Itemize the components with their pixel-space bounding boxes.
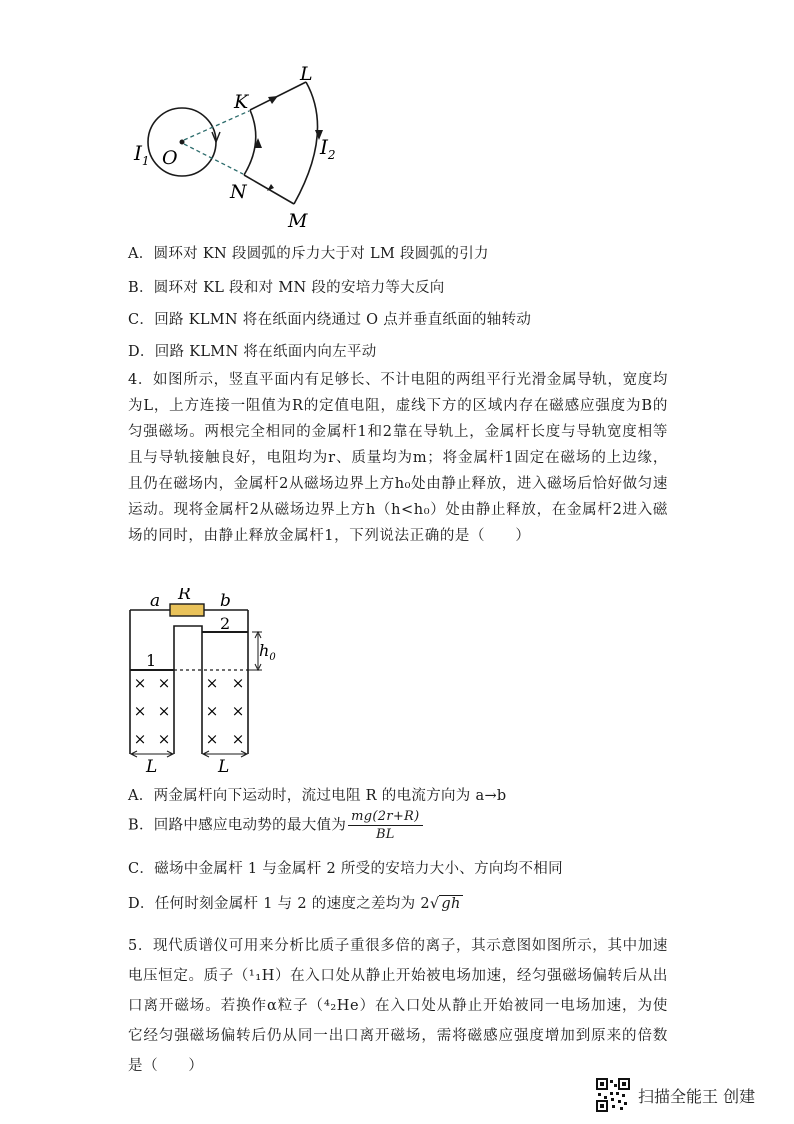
q3-option-a: A．圆环对 KN 段圆弧的斥力大于对 LM 段圆弧的引力 [128, 246, 489, 262]
label-I1: $I_1$ [134, 141, 150, 168]
q3-option-b: B．圆环对 KL 段和对 MN 段的安培力等大反向 [128, 280, 445, 296]
dashed-radius-ok [184, 111, 249, 140]
q4-option-d-sqrt: √ gh [429, 896, 461, 912]
label-rod-1: 1 [146, 651, 157, 670]
label-O: O [162, 147, 178, 169]
arc-KN [244, 110, 256, 175]
svg-text:×: × [133, 730, 147, 748]
arc-LM [294, 82, 318, 204]
svg-text:×: × [205, 702, 219, 720]
svg-text:×: × [133, 702, 147, 720]
inner-rails [174, 626, 202, 754]
label-h0: $h_0$ [259, 641, 276, 663]
field-crosses [134, 674, 245, 748]
label-M: M [288, 210, 308, 232]
center-point-O [180, 140, 185, 145]
q4-option-a: A．两金属杆向下运动时，流过电阻 R 的电流方向为 a→b [128, 788, 507, 804]
svg-text:×: × [157, 730, 171, 748]
dashed-radius-on [184, 144, 243, 174]
svg-text:×: × [205, 674, 219, 692]
figure-ring-loop [128, 64, 358, 234]
q5-stem: 5．现代质谱仪可用来分析比质子重很多倍的离子，其示意图如图所示，其中加速电压恒定。质子（¹₁H）在入口处从静止开始被电场加速，经匀强磁场偏转后从出口离开磁场。若换作α粒子（⁴₂He）在入口处从静止开始被同一电场加速，为使它经匀强磁场偏转后仍从同一出口离开磁场，需将磁感应强度增加到原来的倍数是（ ） [128, 938, 668, 1074]
label-K: K [234, 91, 249, 113]
label-R: R [178, 588, 191, 604]
figure-rails-field [128, 588, 288, 778]
q4-option-b-fraction: $\frac{mg(2r+R)}{BL}$ [348, 808, 422, 843]
q4-option-c: C．磁场中金属杆 1 与金属杆 2 所受的安培力大小、方向均不相同 [128, 861, 563, 877]
svg-text:×: × [205, 730, 219, 748]
q4-option-d [128, 892, 463, 913]
watermark-text: 扫描全能王 创建 [638, 1087, 756, 1106]
label-N: N [230, 181, 247, 203]
q4-option-b [128, 808, 423, 843]
q3-option-d: D．回路 KLMN 将在纸面内向左平动 [128, 344, 377, 360]
label-L-right: L [218, 757, 230, 777]
svg-text:×: × [231, 702, 245, 720]
label-I2: $I_2$ [320, 135, 336, 162]
label-rod-2: 2 [220, 614, 231, 633]
svg-text:×: × [133, 674, 147, 692]
qr-code-icon [596, 1078, 630, 1112]
svg-text:×: × [231, 674, 245, 692]
svg-text:×: × [231, 730, 245, 748]
scanner-watermark [596, 1078, 776, 1112]
label-a: a [150, 591, 161, 611]
resistor-R [170, 604, 204, 616]
q4-option-d-text: D．任何时刻金属杆 1 与 2 的速度之差均为 2 [128, 896, 430, 912]
label-L-left: L [146, 757, 158, 777]
label-L: L [300, 64, 313, 85]
q4-option-b-text: B．回路中感应电动势的最大值为 [128, 817, 347, 834]
q4-stem: 4．如图所示，竖直平面内有足够长、不计电阻的两组平行光滑金属导轨，宽度均为L，上方连接一阻值为R的定值电阻，虚线下方的区域内存在磁感应强度为B的匀强磁场。两根完全相同的金属杆1和2靠在导轨上，金属杆长度与导轨宽度相等且与导轨接触良好，电阻均为r、质量均为m；将金属杆1固定在磁场的上边缘，且仍在磁场内，金属杆2从磁场边界上方h₀处由静止释放，进入磁场后恰好做匀速运动。现将金属杆2从磁场边界上方h（h<h₀）处由静止释放，在金属杆2进入磁场的同时，由静止释放金属杆1，下列说法正确的是（ ） [128, 372, 668, 544]
q3-option-c: C．回路 KLMN 将在纸面内绕通过 O 点并垂直纸面的轴转动 [128, 312, 532, 328]
label-b: b [220, 591, 231, 611]
svg-text:×: × [157, 702, 171, 720]
svg-text:×: × [157, 674, 171, 692]
